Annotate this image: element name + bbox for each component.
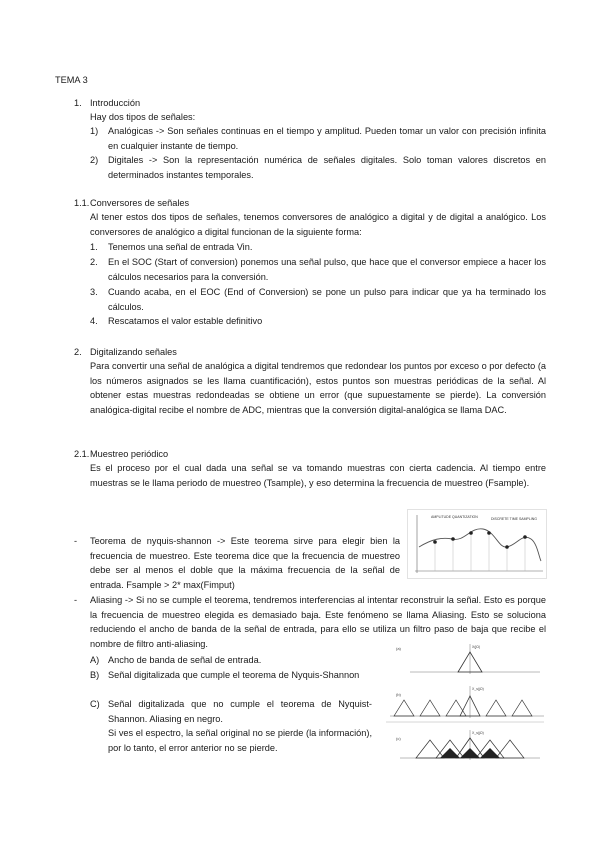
s11-item-3-number: 3. <box>90 287 98 297</box>
s11-item-4-text: Rescatamos el valor estable definitivo <box>108 316 263 326</box>
s11-item-2-text: En el SOC (Start of conversion) ponemos una señal pulso, que hace que el conversor empiece a hacer los cálculos necesarios para la conversión. <box>108 257 546 282</box>
nyquist-bullet: - <box>74 536 78 546</box>
sampling-figure <box>407 509 547 579</box>
section-1-1-heading: Conversores de señales <box>90 198 190 208</box>
section-2-number: 2. <box>74 347 82 357</box>
svg-text:(a): (a) <box>396 646 401 651</box>
spectrum-figure <box>380 638 548 768</box>
section-2-1-heading: Muestreo periódico <box>90 449 169 459</box>
aliasing-item-c-text: Señal digitalizada que no cumple el teorema de Nyquist-Shannon. Aliasing en negro. <box>108 699 372 724</box>
s1-item-2-text: Digitales -> Son la representación numérica de señales digitales. Solo toman valores discretos en determinados instantes temporales. <box>108 155 546 180</box>
aliasing-text: Aliasing -> Si no se cumple el teorema, tendremos interferencias al intentar reconstruir la señal. Esto es porque la frecuencia de muestreo elegida es demasiado baja. Este fenómeno se llama Aliasing. Esto se soluciona reduciendo el ancho de banda de la señal de entrada, para ello se utiliza un filtro paso de baja que recibe el nombre de filtro anti-aliasing. <box>90 595 546 649</box>
aliasing-item-b-label: B) <box>90 670 100 680</box>
svg-text:X(jΩ): X(jΩ) <box>472 645 481 649</box>
s1-item-1-text: Analógicas -> Son señales continuas en el tiempo y amplitud. Pueden tomar un valor con precisión infinita en cualquier instante de tiempo. <box>108 126 546 151</box>
svg-text:X_s(jΩ): X_s(jΩ) <box>472 687 484 691</box>
section-1-heading: Introducción <box>90 98 141 108</box>
aliasing-item-b-text: Señal digitalizada que cumple el teorema de Nyquis-Shannon <box>108 670 360 680</box>
section-2-1-number: 2.1. <box>74 449 90 459</box>
section-2-1-body: Es el proceso por el cual dada una señal se va tomando muestras con cierta cadencia. Al tiempo entre muestras se le llama periodo de muestreo (Tsample), y eso determina la frecuencia de muestreo (Fsample). <box>90 463 546 488</box>
section-2-body: Para convertir una señal de analógica a digital tendremos que redondear los puntos por exceso o por defecto (a los números asignados se les llama cuantificación), estos puntos son muestras periódicas de la señal. Al obtener estas muestras redondeadas se obtiene un error (que supuestamente se pierde). La conversión analógica-digital recibe el nombre de ADC, mientras que la conversión digital-analógica se llama DAC. <box>90 361 546 415</box>
section-1-intro: Hay dos tipos de señales: <box>90 112 196 122</box>
s11-item-4-number: 4. <box>90 316 98 326</box>
amplitude-quantization-label: AMPLITUDE QUANTIZATION <box>431 515 478 519</box>
discrete-time-sampling-label: DISCRETE TIME SAMPLING <box>491 517 538 521</box>
doc-title: TEMA 3 <box>55 75 88 85</box>
s11-item-3-text: Cuando acaba, en el EOC (End of Conversion) se pone un pulso para indicar que ya ha terminado los cálculos. <box>108 287 546 312</box>
s11-item-2-number: 2. <box>90 257 98 267</box>
aliasing-item-c-label: C) <box>90 699 100 709</box>
section-1-1-intro: Al tener estos dos tipos de señales, tenemos conversores de analógico a digital y de digital a analógico. Los conversores de analógico a digital funcionan de la siguiente forma: <box>90 212 546 237</box>
nyquist-text: Teorema de nyquis-shannon -> Este teorema sirve para elegir bien la frecuencia de muestreo. Este teorema dice que la frecuencia de muestreo debe ser al menos el doble que la máxima frecuencia de la señal de entrada. Fsample > 2* max(Fimput) <box>90 536 400 590</box>
s11-item-1-number: 1. <box>90 242 98 252</box>
s11-item-1-text: Tenemos una señal de entrada Vin. <box>108 242 253 252</box>
s1-item-2-number: 2) <box>90 155 99 165</box>
section-1-number: 1. <box>74 98 82 108</box>
svg-text:(b): (b) <box>396 692 401 697</box>
aliasing-bullet: - <box>74 595 78 605</box>
aliasing-item-a-label: A) <box>90 655 100 665</box>
section-2-heading: Digitalizando señales <box>90 347 177 357</box>
section-1-1-number: 1.1. <box>74 198 90 208</box>
svg-text:(c): (c) <box>396 736 401 741</box>
aliasing-item-a-text: Ancho de banda de señal de entrada. <box>108 655 262 665</box>
s1-item-1-number: 1) <box>90 126 99 136</box>
aliasing-note: Si ves el espectro, la señal original no se pierde (la información), por lo tanto, el error anterior no se pierde. <box>108 728 372 753</box>
svg-text:X_s(jΩ): X_s(jΩ) <box>472 731 484 735</box>
